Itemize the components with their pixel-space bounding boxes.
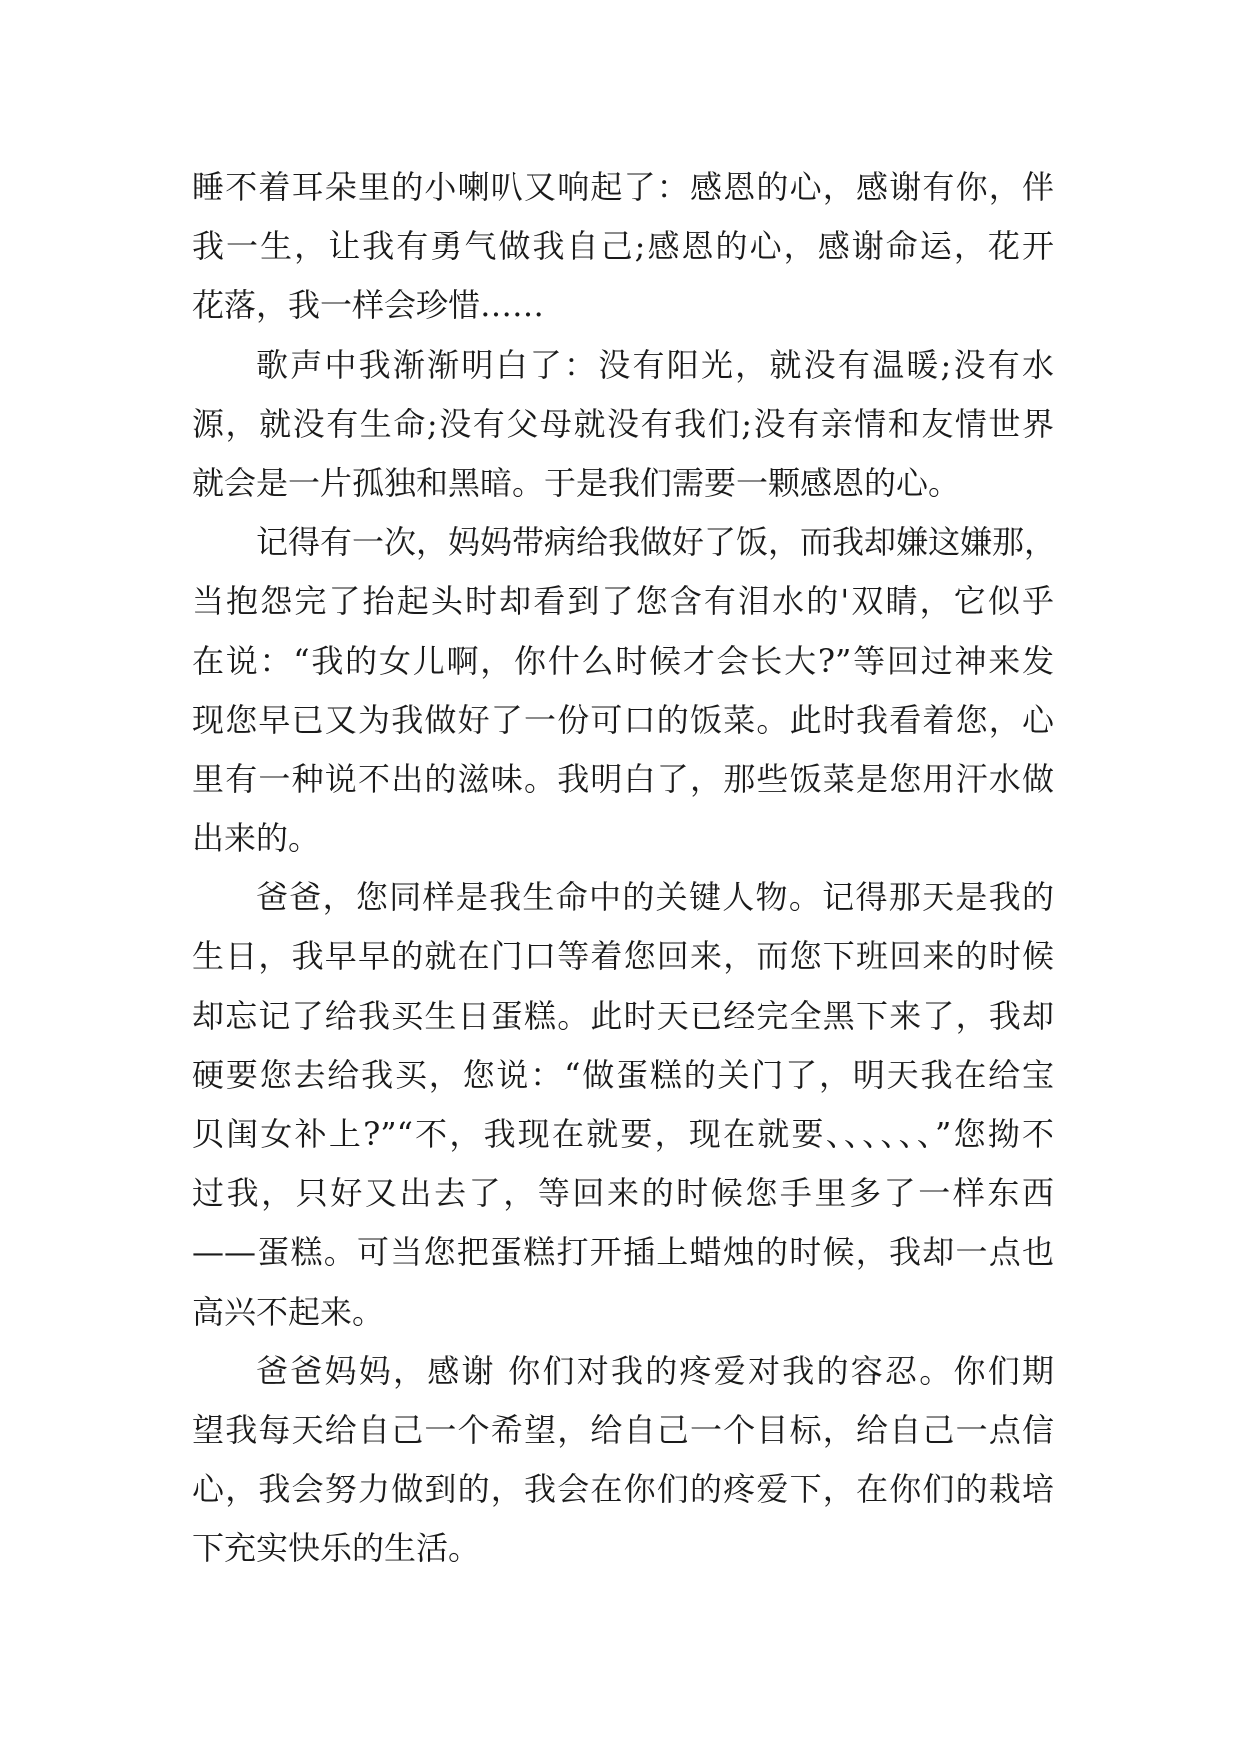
text-line: 当抱怨完了抬起头时却看到了您含有泪水的'双睛，它似乎 — [192, 582, 1054, 621]
text-line: 花落，我一样会珍惜…… — [192, 286, 545, 325]
text-line: 就会是一片孤独和黑暗。于是我们需要一颗感恩的心。 — [192, 463, 961, 502]
text-line: 源，就没有生命;没有父母就没有我们;没有亲情和友情世界 — [192, 404, 1054, 443]
text-line: 下充实快乐的生活。 — [192, 1529, 481, 1568]
text-line: 高兴不起来。 — [192, 1292, 385, 1331]
text-line: 现您早已又为我做好了一份可口的饭菜。此时我看着您，心 — [192, 700, 1054, 739]
paragraph — [192, 336, 1054, 514]
text-line: 却忘记了给我买生日蛋糕。此时天已经完全黑下来了，我却 — [192, 996, 1054, 1035]
text-line: 记得有一次，妈妈带病给我做好了饭，而我却嫌这嫌那， — [256, 523, 1057, 562]
text-line: 贝闺女补上?”“不，我现在就要，现在就要、、、、、、”您拗不 — [192, 1115, 1054, 1153]
paragraph — [192, 868, 1054, 1342]
text-line: 过我，只好又出去了，等回来的时候您手里多了一样东西 — [192, 1174, 1054, 1213]
text-line: 望我每天给自己一个希望，给自己一个目标，给自己一点信 — [192, 1410, 1054, 1449]
text-line: 我一生，让我有勇气做我自己;感恩的心，感谢命运，花开 — [192, 227, 1054, 266]
text-line: 里有一种说不出的滋味。我明白了，那些饭菜是您用汗水做 — [192, 759, 1054, 798]
document-body — [192, 158, 1057, 1579]
text-line: 爸爸妈妈，感谢 你们对我的疼爱对我的容忍。你们期 — [256, 1351, 1054, 1390]
text-line: 硬要您去给我买，您说：“做蛋糕的关门了，明天我在给宝 — [192, 1055, 1054, 1094]
text-line: 在说：“我的女儿啊，你什么时候才会长大?”等回过神来发 — [192, 641, 1054, 680]
text-line: 爸爸，您同样是我生命中的关键人物。记得那天是我的 — [256, 878, 1054, 917]
paragraph — [192, 513, 1057, 868]
text-line: 心，我会努力做到的，我会在你们的疼爱下，在你们的栽培 — [192, 1470, 1054, 1509]
text-line: 睡不着耳朵里的小喇叭又响起了：感恩的心，感谢有你，伴 — [192, 168, 1054, 206]
text-line: 歌声中我渐渐明白了：没有阳光，就没有温暖;没有水 — [256, 345, 1054, 384]
paragraph — [192, 1342, 1054, 1579]
text-line: 出来的。 — [192, 819, 321, 858]
paragraph — [192, 158, 1054, 336]
text-line: ——蛋糕。可当您把蛋糕打开插上蜡烛的时候，我却一点也 — [192, 1233, 1054, 1272]
text-line: 生日，我早早的就在门口等着您回来，而您下班回来的时候 — [192, 937, 1054, 976]
